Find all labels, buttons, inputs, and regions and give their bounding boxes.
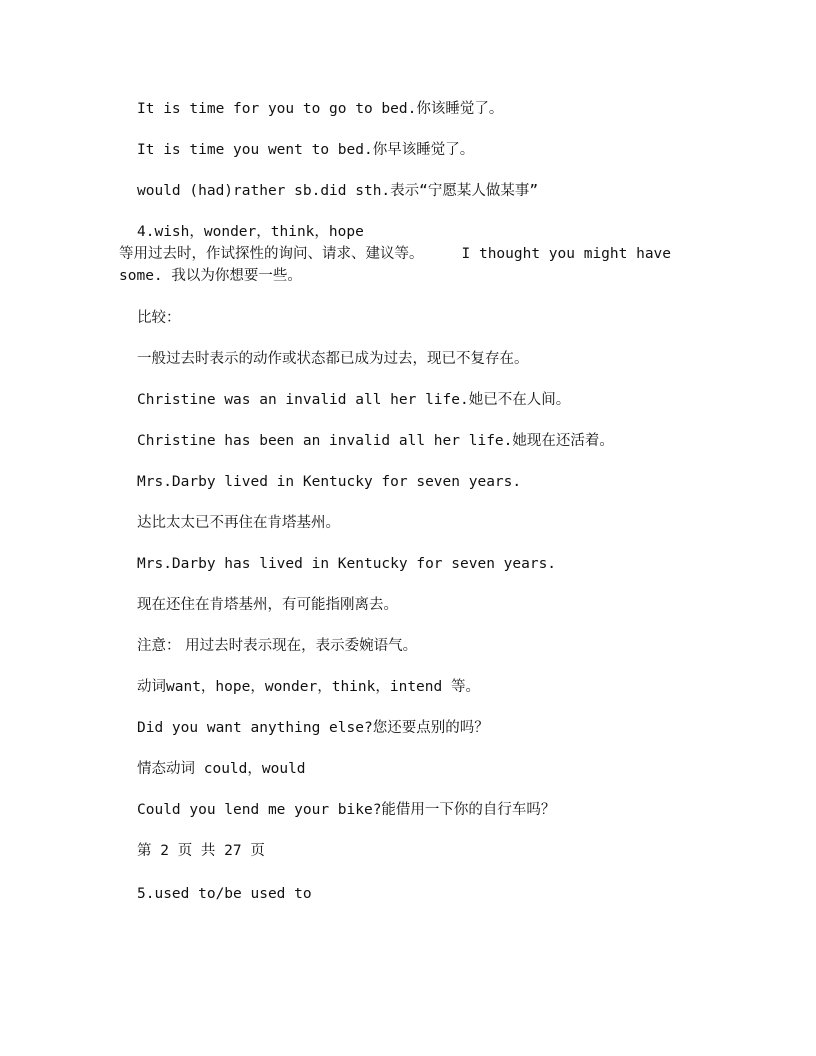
text-line: 情态动词 could，would	[137, 761, 306, 777]
text-line: 注意： 用过去时表示现在，表示委婉语气。	[137, 638, 418, 654]
paragraph-cn-translation: 我以为你想要一些。	[171, 268, 302, 284]
text-line: 5.used to/be used to	[137, 886, 312, 902]
text-line: It is time for you to go to bed.你该睡觉了。	[137, 101, 504, 117]
paragraph	[119, 243, 699, 287]
text-line: Did you want anything else?您还要点别的吗？	[137, 720, 489, 736]
text-line: Mrs.Darby lived in Kentucky for seven years.	[137, 474, 522, 490]
text-line: 动词want，hope，wonder，think，intend 等。	[137, 679, 480, 695]
text-line: It is time you went to bed.你早该睡觉了。	[137, 142, 475, 158]
text-line: would (had)rather sb.did sth.表示“宁愿某人做某事”	[137, 183, 539, 199]
paragraph-cn: 等用过去时，作试探性的询问、请求、建议等。	[119, 246, 424, 262]
text-line: 达比太太已不再住在肯塔基州。	[137, 515, 340, 531]
paragraph-en: I thought you might have some.	[119, 246, 672, 284]
text-line: Christine has been an invalid all her life.她现在还活着。	[137, 433, 614, 449]
text-line: 比较：	[137, 310, 181, 326]
text-line: 一般过去时表示的动作或状态都已成为过去，现已不复存在。	[137, 351, 529, 367]
text-line: 现在还住在肯塔基州，有可能指刚离去。	[137, 597, 398, 613]
text-line: Could you lend me your bike?能借用一下你的自行车吗？	[137, 802, 556, 818]
text-line: 4.wish，wonder，think，hope	[137, 224, 364, 240]
page-number: 第 2 页 共 27 页	[137, 843, 265, 859]
text-line: Mrs.Darby has lived in Kentucky for seven years.	[137, 556, 557, 572]
text-line: Christine was an invalid all her life.她已不在人间。	[137, 392, 571, 408]
